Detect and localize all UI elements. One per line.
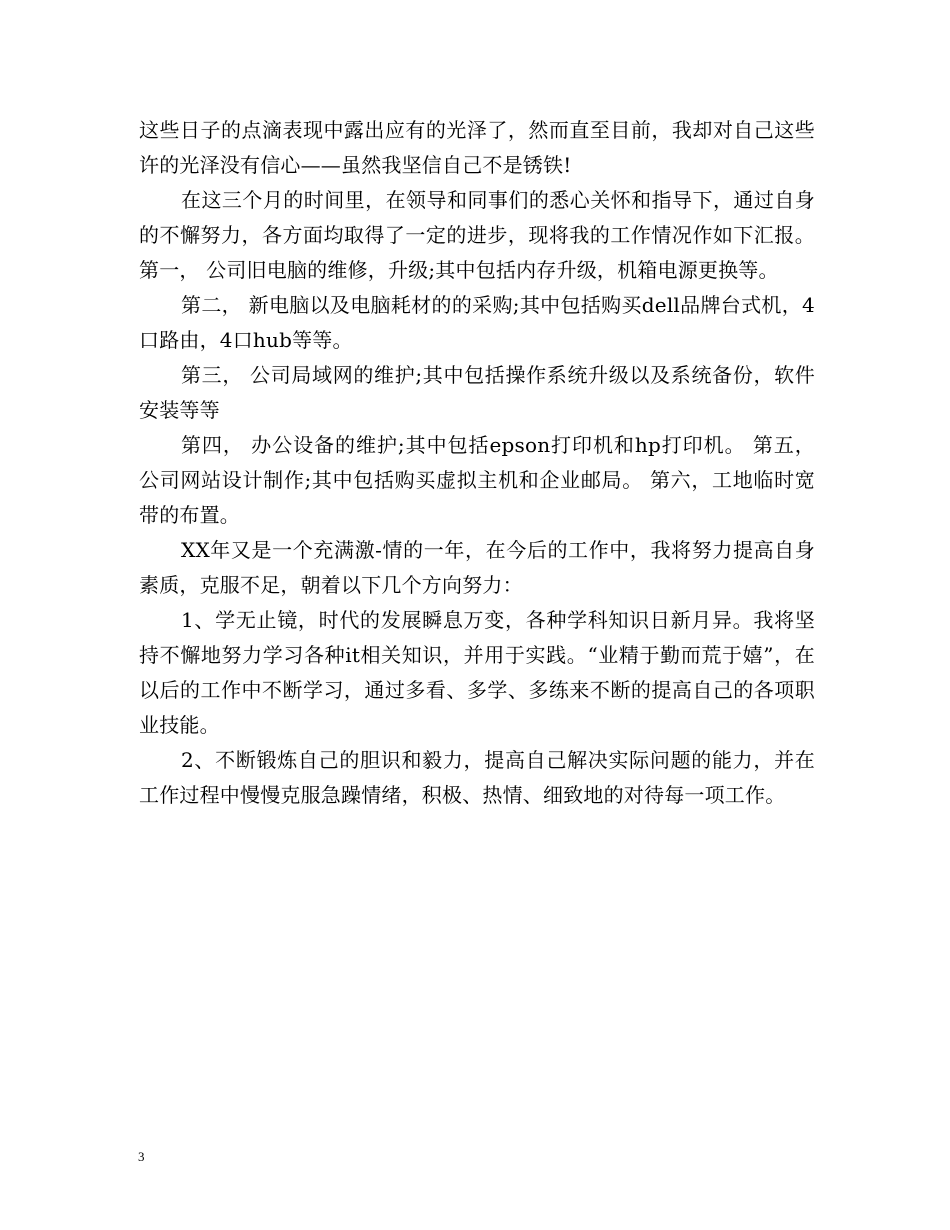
page-number: 3 — [138, 1149, 145, 1164]
paragraph-continued: 这些日子的点滴表现中露出应有的光泽了，然而直至目前，我却对自己这些许的光泽没有信心——虽然我坚信自己不是锈铁! — [139, 118, 815, 177]
paragraph-item-three: 第三， 公司局域网的维护;其中包括操作系统升级以及系统备份，软件安装等等 — [139, 363, 815, 422]
paragraph-items-four-to-six: 第四， 办公设备的维护;其中包括epson打印机和hp打印机。 第五， 公司网站设计制作;其中包括购买虚拟主机和企业邮局。 第六，工地临时宽带的布置。 — [139, 433, 815, 527]
paragraph-work-summary: 在这三个月的时间里，在领导和同事们的悉心关怀和指导下，通过自身的不懈努力，各方面均取得了一定的进步，现将我的工作情况作如下汇报。 第一， 公司旧电脑的维修，升级;其中包括内存升级，机箱电源更换等。 — [139, 188, 815, 282]
paragraph-goal-two: 2、不断锻炼自己的胆识和毅力，提高自己解决实际问题的能力，并在工作过程中慢慢克服急躁情绪，积极、热情、细致地的对待每一项工作。 — [139, 748, 815, 807]
document-body — [139, 113, 815, 813]
paragraph-future-plan: XX年又是一个充满激-情的一年，在今后的工作中，我将努力提高自身素质，克服不足，朝着以下几个方向努力： — [139, 538, 815, 597]
paragraph-goal-one: 1、学无止镜，时代的发展瞬息万变，各种学科知识日新月异。我将坚持不懈地努力学习各种it相关知识，并用于实践。“业精于勤而荒于嬉”，在以后的工作中不断学习，通过多看、多学、多练来不断的提高自己的各项职业技能。 — [139, 608, 815, 737]
paragraph-item-two: 第二， 新电脑以及电脑耗材的的采购;其中包括购买dell品牌台式机，4口路由，4口hub等等。 — [139, 293, 815, 352]
